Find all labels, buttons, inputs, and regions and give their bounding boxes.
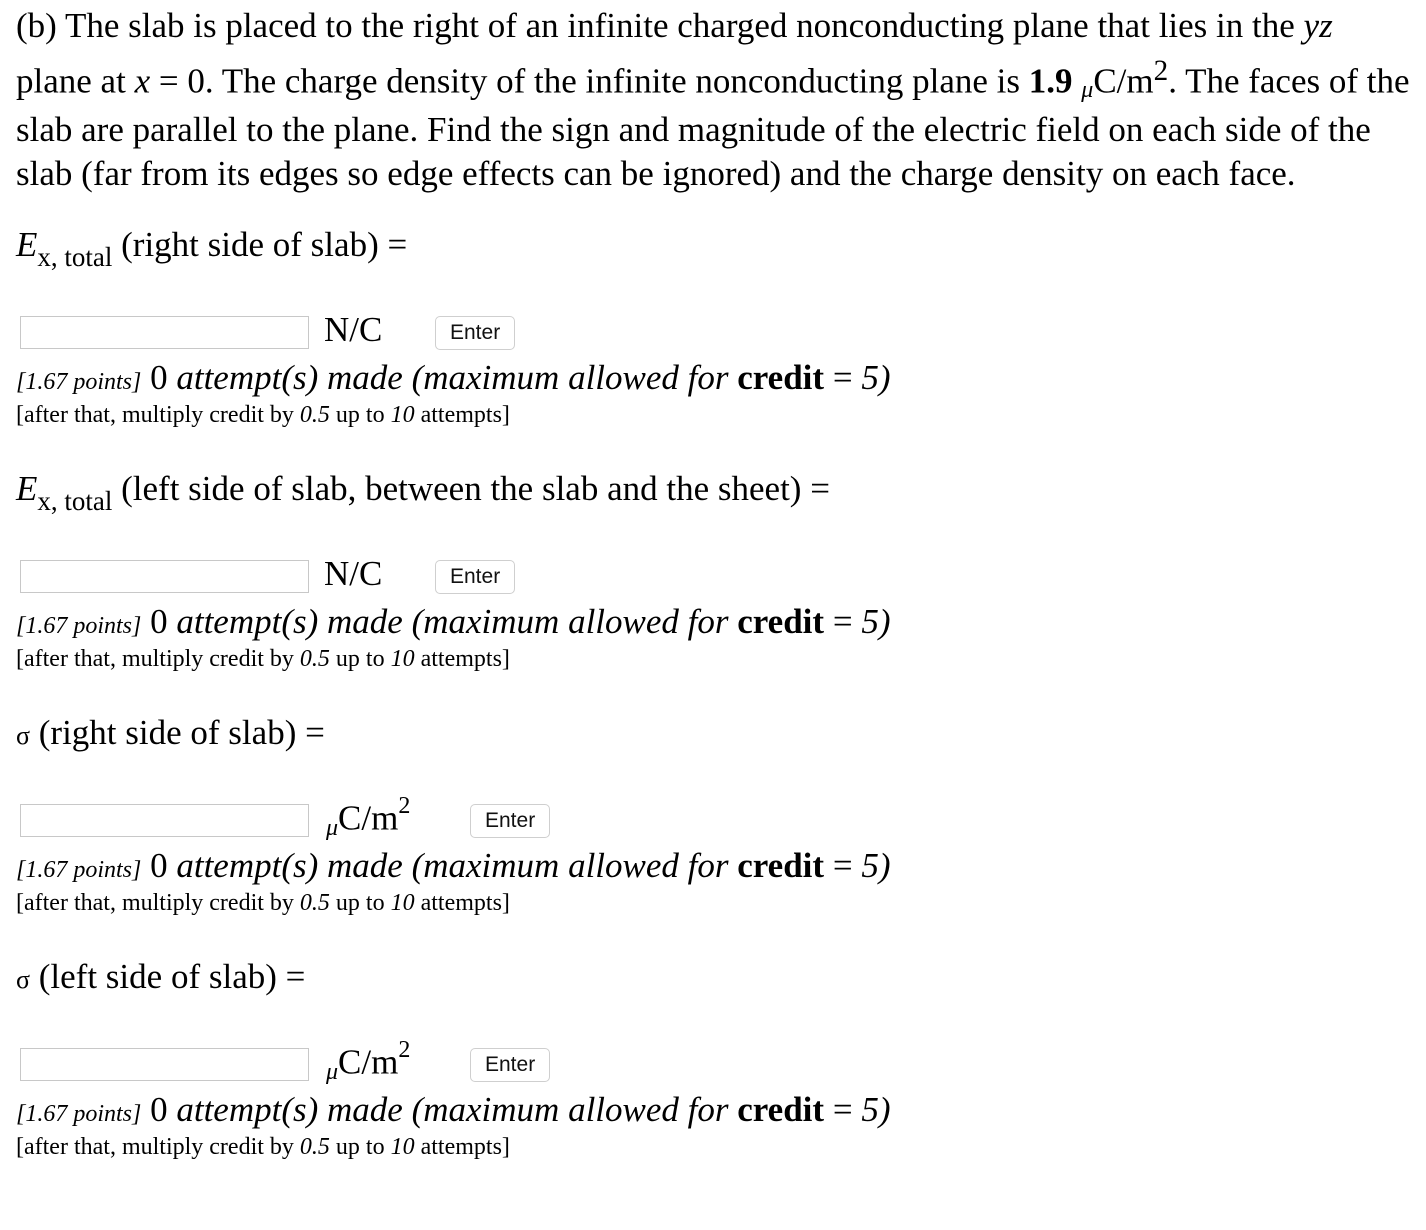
penalty-text-3: attempts] bbox=[420, 890, 510, 916]
enter-button[interactable]: Enter bbox=[435, 560, 515, 594]
attempts-info bbox=[16, 602, 890, 642]
credit-word: credit bbox=[737, 1090, 825, 1129]
penalty-text-2: up to bbox=[335, 646, 385, 672]
mu-symbol: μ bbox=[326, 814, 339, 841]
attempt-count: 0 bbox=[150, 602, 168, 641]
answer-input[interactable] bbox=[20, 804, 309, 837]
field-subscript: x, total bbox=[37, 486, 113, 516]
question-text: (left side of slab, between the slab and the sheet) = bbox=[121, 469, 830, 508]
multiplier: 0.5 bbox=[299, 646, 330, 672]
penalty-text-1: [after that, multiply credit by bbox=[16, 402, 294, 428]
points-label: [1.67 points] bbox=[16, 1101, 142, 1127]
attempt-text: attempt(s) made (maximum allowed for bbox=[176, 358, 729, 397]
unit-label bbox=[324, 554, 382, 594]
attempt-text: attempt(s) made (maximum allowed for bbox=[176, 846, 729, 885]
equals-sign: = bbox=[832, 1090, 853, 1129]
attempts-info bbox=[16, 1090, 890, 1130]
intro-text-3: . The faces of the slab are parallel to the plane. Find the sign and magnitude of the electric field on each side of the slab (far from its edges so edge effects can be ignored) and the charge density on each face. bbox=[16, 61, 1410, 194]
intro-equation: = 0. The charge density of the infinite nonconducting plane is bbox=[158, 61, 1021, 101]
x-variable: x bbox=[134, 61, 151, 101]
unit-exponent: 2 bbox=[398, 793, 411, 819]
mu-symbol: μ bbox=[326, 1058, 339, 1085]
penalty-note bbox=[16, 1134, 510, 1161]
points-label: [1.67 points] bbox=[16, 857, 142, 883]
penalty-text-2: up to bbox=[335, 402, 385, 428]
unit-text: N/C bbox=[324, 554, 383, 593]
density-unit: C/m bbox=[1093, 61, 1154, 101]
max-total-attempts: 10 bbox=[390, 1134, 415, 1160]
enter-button[interactable]: Enter bbox=[435, 316, 515, 350]
question-label bbox=[16, 957, 305, 997]
penalty-text-1: [after that, multiply credit by bbox=[16, 646, 294, 672]
attempts-info bbox=[16, 846, 890, 886]
question-label bbox=[16, 713, 325, 753]
question-label bbox=[16, 225, 408, 272]
intro-text-2: plane at bbox=[16, 61, 126, 101]
equals-sign: = bbox=[832, 846, 853, 885]
attempt-count: 0 bbox=[150, 1090, 168, 1129]
credit-word: credit bbox=[737, 602, 825, 641]
max-attempts: 5) bbox=[861, 846, 891, 885]
max-total-attempts: 10 bbox=[390, 402, 415, 428]
plane-name: yz bbox=[1303, 6, 1333, 45]
attempt-text: attempt(s) made (maximum allowed for bbox=[176, 1090, 729, 1129]
max-total-attempts: 10 bbox=[390, 890, 415, 916]
enter-button[interactable]: Enter bbox=[470, 1048, 550, 1082]
unit-text: N/C bbox=[324, 310, 383, 349]
penalty-note bbox=[16, 646, 510, 673]
penalty-text-3: attempts] bbox=[420, 1134, 510, 1160]
field-symbol: E bbox=[16, 469, 38, 508]
points-label: [1.67 points] bbox=[16, 613, 142, 639]
question-text: (right side of slab) = bbox=[121, 225, 408, 264]
max-attempts: 5) bbox=[861, 358, 891, 397]
enter-button[interactable]: Enter bbox=[470, 804, 550, 838]
points-label: [1.67 points] bbox=[16, 369, 142, 395]
field-subscript: x, total bbox=[37, 242, 113, 272]
penalty-note bbox=[16, 890, 510, 917]
sigma-symbol: σ bbox=[16, 965, 31, 994]
question-text: (left side of slab) = bbox=[38, 957, 306, 996]
unit-exponent: 2 bbox=[398, 1037, 411, 1063]
equals-sign: = bbox=[832, 602, 853, 641]
field-symbol: E bbox=[16, 225, 38, 264]
max-attempts: 5) bbox=[861, 1090, 891, 1129]
penalty-text-1: [after that, multiply credit by bbox=[16, 1134, 294, 1160]
sigma-symbol: σ bbox=[16, 721, 31, 750]
penalty-text-1: [after that, multiply credit by bbox=[16, 890, 294, 916]
equals-sign: = bbox=[832, 358, 853, 397]
attempts-info bbox=[16, 358, 890, 398]
intro-text-1: The slab is placed to the right of an infinite charged nonconducting plane that lies in the bbox=[64, 6, 1295, 45]
attempt-count: 0 bbox=[150, 358, 168, 397]
mu-symbol: μ bbox=[1081, 77, 1094, 104]
unit-label bbox=[326, 793, 411, 841]
multiplier: 0.5 bbox=[299, 402, 330, 428]
attempt-text: attempt(s) made (maximum allowed for bbox=[176, 602, 729, 641]
penalty-text-3: attempts] bbox=[420, 646, 510, 672]
max-total-attempts: 10 bbox=[390, 646, 415, 672]
penalty-text-3: attempts] bbox=[420, 402, 510, 428]
answer-input[interactable] bbox=[20, 1048, 309, 1081]
unit-text: C/m bbox=[338, 798, 399, 838]
penalty-text-2: up to bbox=[335, 890, 385, 916]
unit-label bbox=[324, 310, 382, 350]
density-exponent: 2 bbox=[1153, 54, 1169, 87]
question-label bbox=[16, 469, 830, 516]
density-value: 1.9 bbox=[1028, 61, 1073, 101]
answer-input[interactable] bbox=[20, 560, 309, 593]
answer-input[interactable] bbox=[20, 316, 309, 349]
credit-word: credit bbox=[737, 358, 825, 397]
max-attempts: 5) bbox=[861, 602, 891, 641]
unit-label bbox=[326, 1037, 411, 1085]
penalty-text-2: up to bbox=[335, 1134, 385, 1160]
problem-statement bbox=[16, 4, 1416, 197]
credit-word: credit bbox=[737, 846, 825, 885]
penalty-note bbox=[16, 402, 510, 429]
multiplier: 0.5 bbox=[299, 1134, 330, 1160]
unit-text: C/m bbox=[338, 1042, 399, 1082]
question-text: (right side of slab) = bbox=[38, 713, 325, 752]
part-label: (b) bbox=[16, 6, 57, 45]
multiplier: 0.5 bbox=[299, 890, 330, 916]
attempt-count: 0 bbox=[150, 846, 168, 885]
